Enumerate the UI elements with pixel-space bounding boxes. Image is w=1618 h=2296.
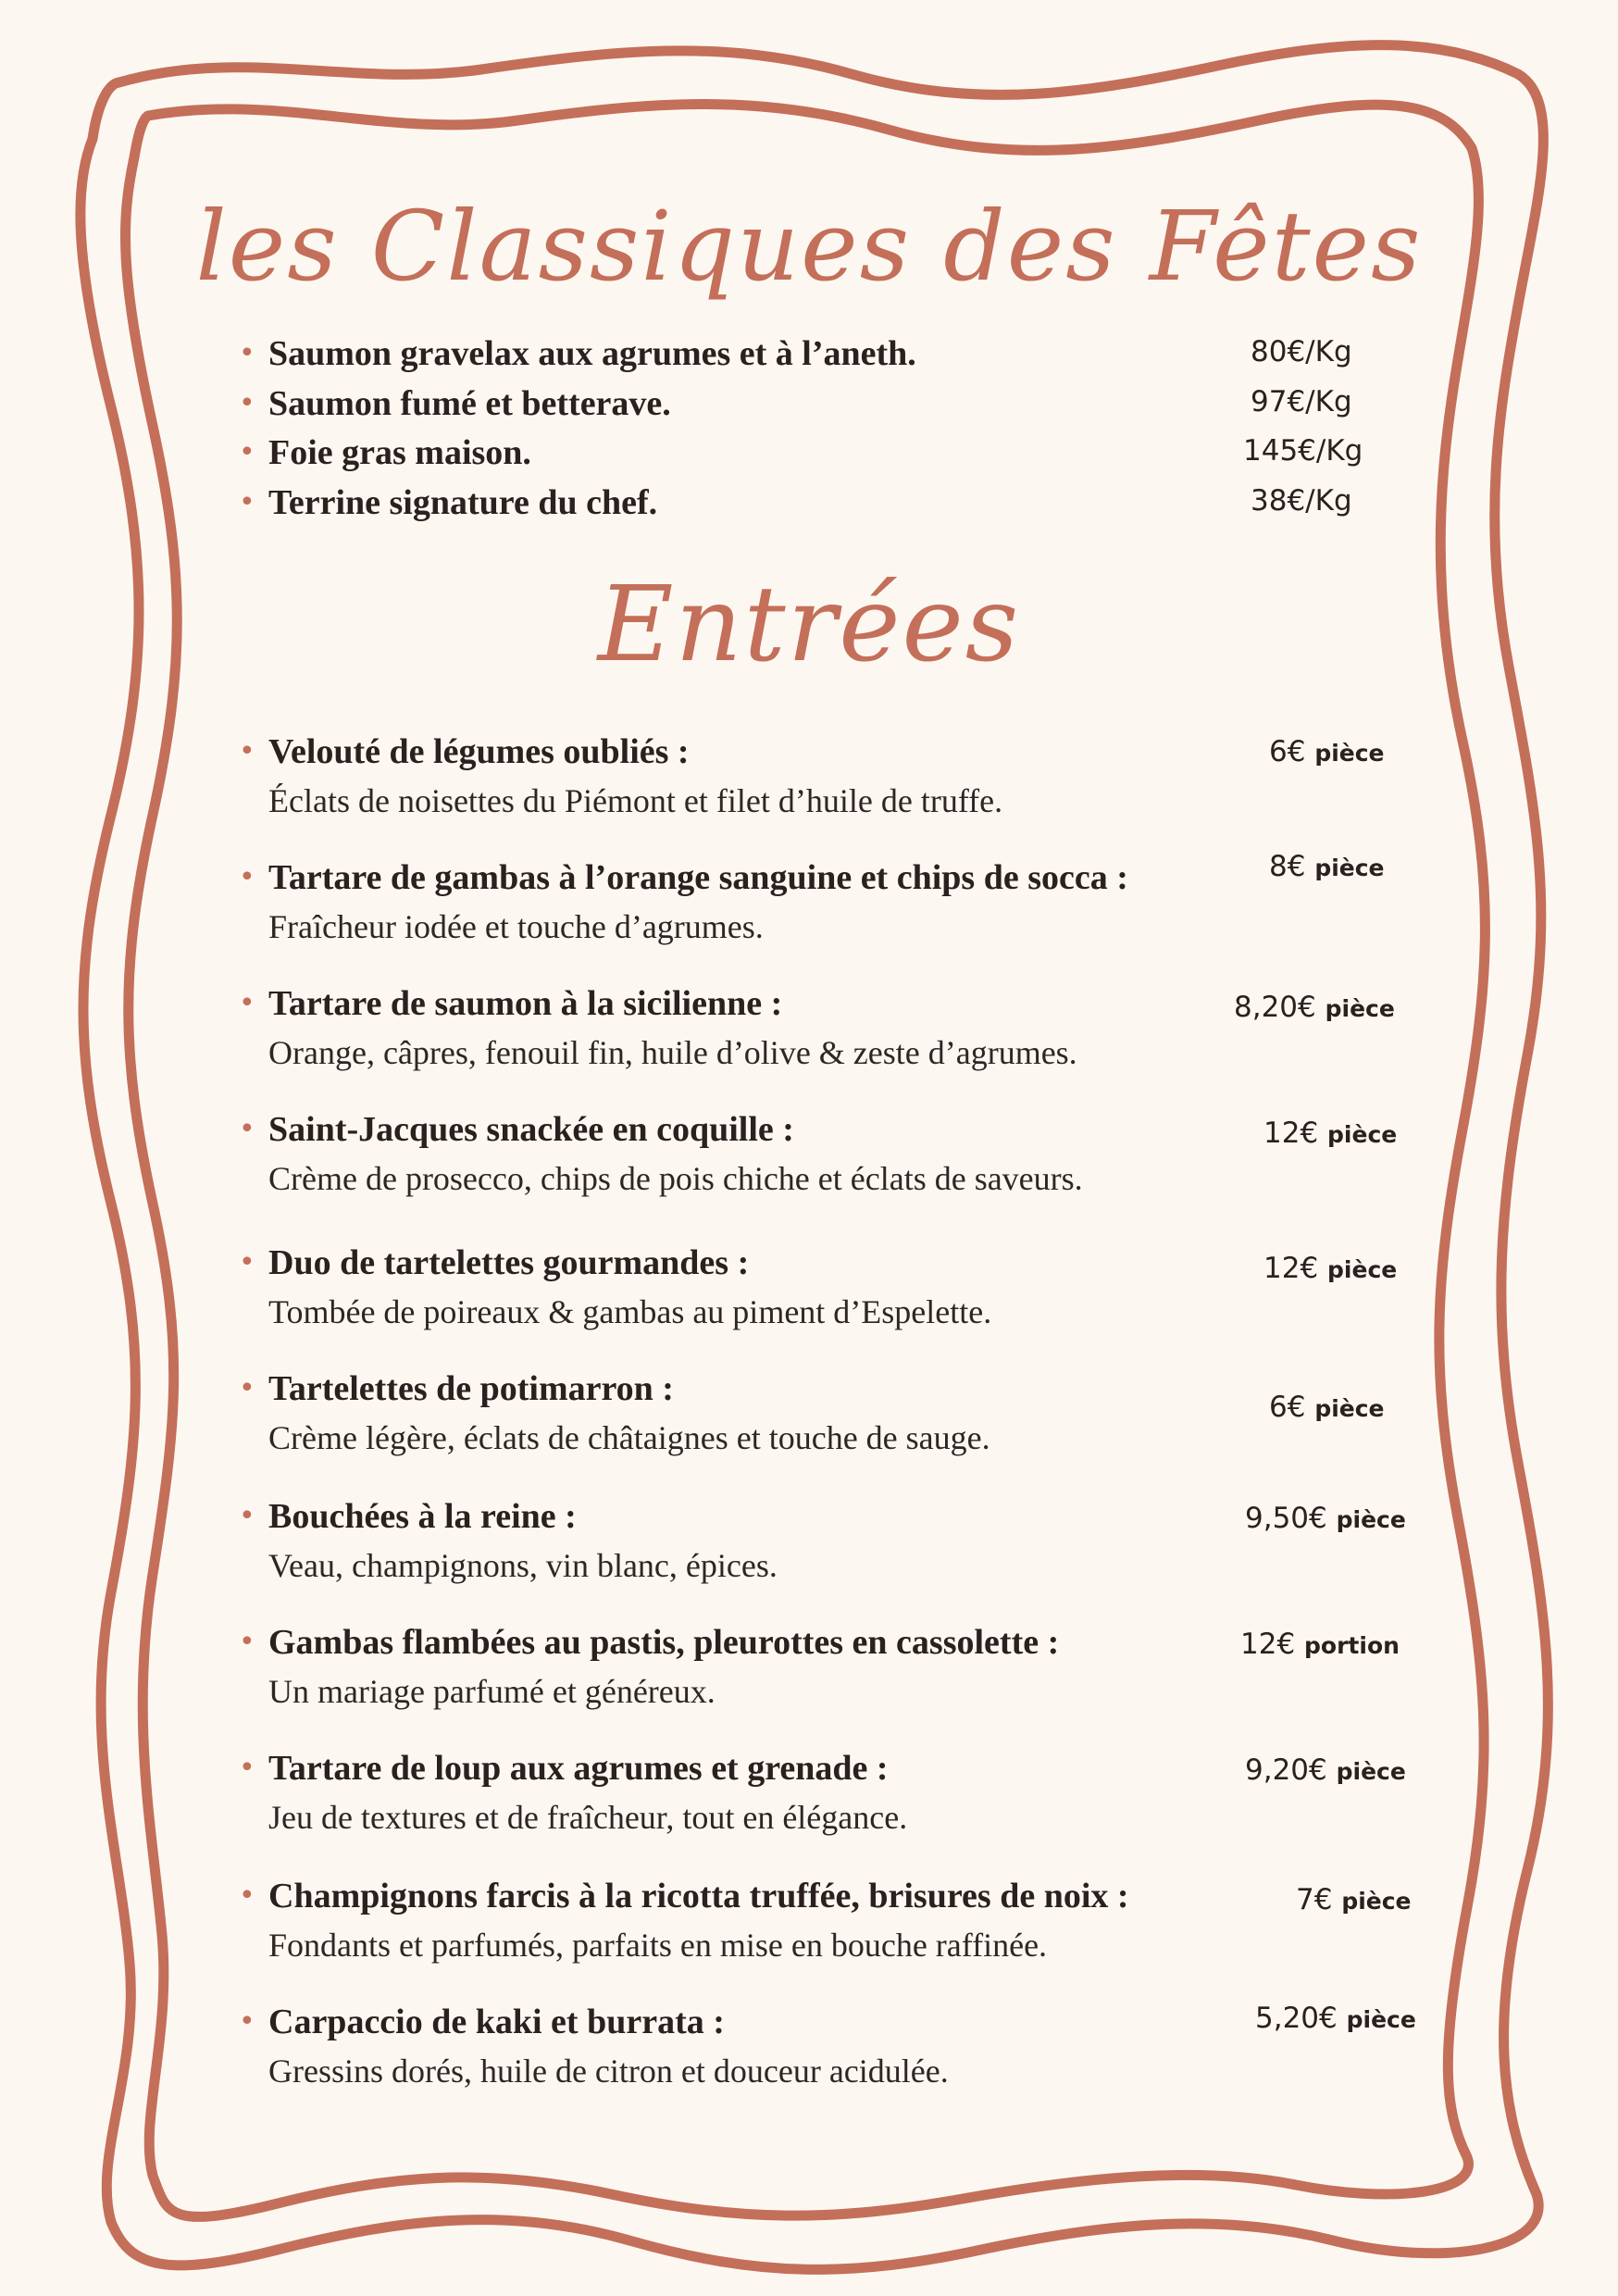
item-price: [1234, 991, 1395, 1024]
price-value: 9,50€: [1245, 1502, 1327, 1535]
bullet-icon: •: [239, 337, 255, 369]
bullet-icon: •: [239, 386, 255, 419]
item-price: [1255, 2002, 1416, 2035]
price-value: 8€: [1269, 850, 1306, 883]
price-unit: pièce: [1341, 1888, 1412, 1915]
section-title-entrees: Entrées: [597, 565, 1021, 685]
item-price: 97€/Kg: [1251, 384, 1352, 418]
item-price: 38€/Kg: [1251, 483, 1352, 518]
bullet-icon: •: [239, 1500, 255, 1532]
item-price: [1296, 1883, 1412, 1916]
item-name: Saint-Jacques snackée en coquille :: [268, 1110, 794, 1149]
classique-item: [239, 482, 1405, 529]
item-name: Bouchées à la reine :: [268, 1497, 577, 1536]
entree-item: [239, 1748, 1405, 1850]
bullet-icon: •: [239, 1246, 255, 1279]
item-description: Crème de prosecco, chips de pois chiche et éclats de saveurs.: [268, 1160, 1083, 1197]
entree-item: [239, 983, 1405, 1085]
entree-item: [239, 1876, 1412, 1978]
item-name: Saumon gravelax aux agrumes et à l’aneth.: [268, 334, 916, 373]
item-name: Tartare de saumon à la sicilienne :: [268, 984, 783, 1023]
item-description: Tombée de poireaux & gambas au piment d’Espelette.: [268, 1293, 992, 1330]
item-description: Éclats de noisettes du Piémont et filet d’huile de truffe.: [268, 782, 1003, 819]
item-description: Orange, câpres, fenouil fin, huile d’olive & zeste d’agrumes.: [268, 1034, 1077, 1071]
price-unit: pièce: [1336, 1758, 1406, 1785]
item-name: Tartare de loup aux agrumes et grenade :: [268, 1749, 889, 1788]
item-description: Crème légère, éclats de châtaignes et touche de sauge.: [268, 1419, 990, 1456]
price-unit: pièce: [1325, 995, 1395, 1022]
item-price: [1269, 1391, 1385, 1424]
classique-item: [239, 383, 1405, 430]
price-value: 6€: [1269, 735, 1306, 768]
price-value: 9,20€: [1245, 1753, 1327, 1787]
item-price: [1263, 1117, 1397, 1150]
item-price: [1269, 850, 1385, 883]
item-name: Terrine signature du chef.: [268, 482, 658, 522]
classique-item: [239, 432, 1405, 479]
item-name: Duo de tartelettes gourmandes :: [268, 1243, 750, 1282]
item-name: Carpaccio de kaki et burrata :: [268, 2003, 725, 2041]
item-price: [1245, 1502, 1406, 1535]
bullet-icon: •: [239, 987, 255, 1019]
item-price: 80€/Kg: [1251, 335, 1352, 368]
item-price: [1269, 735, 1385, 768]
price-unit: pièce: [1327, 1121, 1398, 1148]
item-price: 145€/Kg: [1243, 434, 1363, 468]
price-unit: pièce: [1327, 1256, 1398, 1283]
bullet-icon: •: [239, 436, 255, 468]
bullet-icon: •: [239, 485, 255, 518]
bullet-icon: •: [239, 2005, 255, 2038]
item-name: Tartare de gambas à l’orange sanguine et chips de socca :: [268, 858, 1128, 897]
item-description: Gressins dorés, huile de citron et douceur acidulée.: [268, 2053, 949, 2090]
item-name: Velouté de légumes oubliés :: [268, 732, 690, 771]
price-unit: pièce: [1314, 1395, 1385, 1422]
item-price: [1263, 1252, 1397, 1285]
entree-item: [239, 1622, 1405, 1724]
section-title-classiques: les Classiques des Fêtes: [195, 190, 1423, 303]
price-unit: portion: [1304, 1632, 1400, 1659]
item-description: Un mariage parfumé et généreux.: [268, 1673, 716, 1710]
entree-item: [239, 1496, 1405, 1598]
bullet-icon: •: [239, 1372, 255, 1404]
entree-item: [239, 850, 1405, 959]
item-description: Jeu de textures et de fraîcheur, tout en élégance.: [268, 1799, 908, 1836]
price-value: 12€: [1263, 1252, 1319, 1285]
item-name: Gambas flambées au pastis, pleurottes en cassolette :: [268, 1623, 1060, 1662]
item-name: Tartelettes de potimarron :: [268, 1369, 674, 1408]
entree-item: [239, 1368, 1405, 1470]
item-name: Champignons farcis à la ricotta truffée, brisures de noix :: [268, 1877, 1129, 1915]
price-value: 8,20€: [1234, 991, 1316, 1024]
item-description: Fondants et parfumés, parfaits en mise en bouche raffinée.: [268, 1927, 1048, 1964]
bullet-icon: •: [239, 1626, 255, 1658]
price-value: 12€: [1240, 1628, 1296, 1661]
item-description: Veau, champignons, vin blanc, épices.: [268, 1547, 778, 1584]
item-price: [1245, 1753, 1406, 1787]
bullet-icon: •: [239, 1113, 255, 1145]
item-price: [1240, 1628, 1400, 1661]
bullet-icon: •: [239, 1879, 255, 1912]
price-unit: pièce: [1336, 1506, 1406, 1533]
price-value: 12€: [1263, 1117, 1319, 1150]
price-value: 7€: [1296, 1883, 1333, 1916]
entree-item: [239, 2002, 1416, 2103]
item-name: Saumon fumé et betterave.: [268, 383, 671, 423]
classique-item: [239, 333, 1405, 380]
entree-item: [239, 1242, 1405, 1344]
price-value: 5,20€: [1255, 2002, 1338, 2035]
price-unit: pièce: [1314, 740, 1385, 767]
entree-item: [239, 731, 1405, 833]
item-name: Foie gras maison.: [268, 433, 531, 472]
bullet-icon: •: [239, 1752, 255, 1784]
entree-item: [239, 1109, 1405, 1211]
price-unit: pièce: [1346, 2006, 1416, 2033]
bullet-icon: •: [239, 861, 255, 893]
item-description: Fraîcheur iodée et touche d’agrumes.: [268, 908, 764, 945]
price-value: 6€: [1269, 1391, 1306, 1424]
price-unit: pièce: [1314, 855, 1385, 881]
bullet-icon: •: [239, 735, 255, 767]
